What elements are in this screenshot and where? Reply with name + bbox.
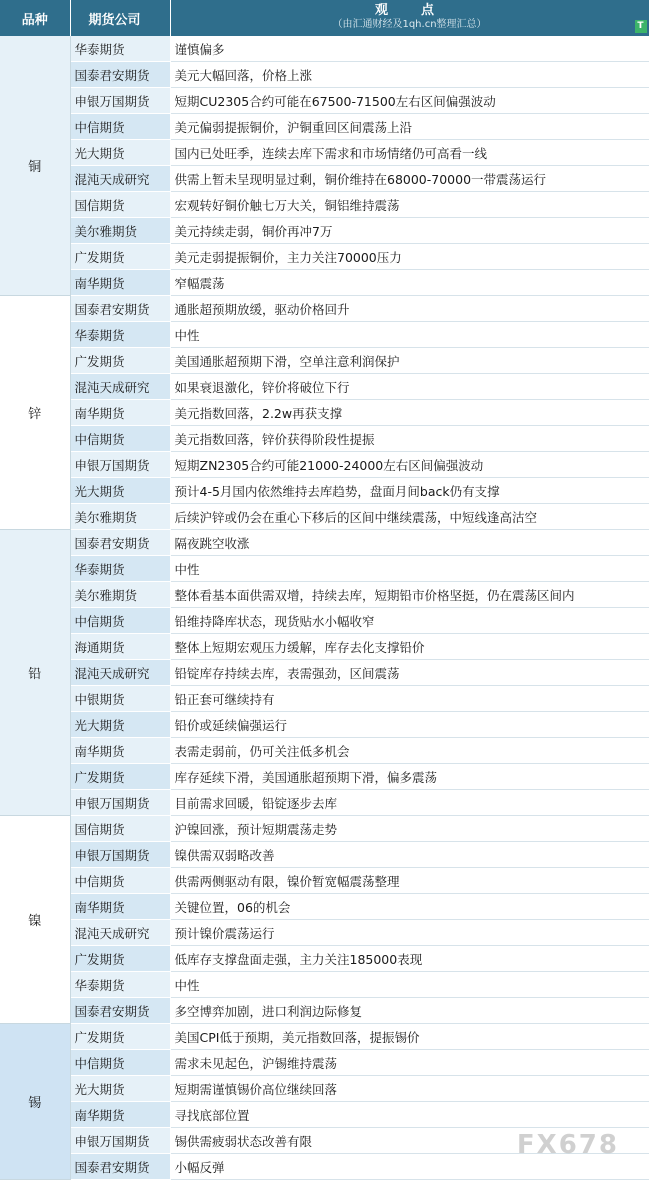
- view-cell: 锡供需疲弱状态改善有限: [170, 1128, 649, 1154]
- company-cell: 华泰期货: [70, 36, 170, 62]
- view-cell: 多空博弈加剧，进口利润边际修复: [170, 998, 649, 1024]
- table-row: [0, 842, 649, 868]
- table-row: [0, 114, 649, 140]
- table-row: [0, 296, 649, 322]
- view-cell: 表需走弱前，仍可关注低多机会: [170, 738, 649, 764]
- company-cell: 申银万国期货: [70, 842, 170, 868]
- view-cell: 预计4-5月国内依然维持去库趋势，盘面月间back仍有支撑: [170, 478, 649, 504]
- company-cell: 混沌天成研究: [70, 374, 170, 400]
- table-row: [0, 738, 649, 764]
- company-cell: 光大期货: [70, 712, 170, 738]
- company-cell: 国泰君安期货: [70, 530, 170, 556]
- view-cell: 中性: [170, 972, 649, 998]
- table-row: [0, 816, 649, 842]
- company-cell: 华泰期货: [70, 972, 170, 998]
- table-row: [0, 62, 649, 88]
- view-cell: 镍供需双弱略改善: [170, 842, 649, 868]
- company-cell: 中信期货: [70, 114, 170, 140]
- company-cell: 华泰期货: [70, 322, 170, 348]
- header-company: 期货公司: [70, 0, 170, 36]
- view-cell: 美元指数回落，2.2w再获支撑: [170, 400, 649, 426]
- table-row: [0, 998, 649, 1024]
- category-cell: 锌: [0, 296, 70, 530]
- company-cell: 申银万国期货: [70, 88, 170, 114]
- table-row: [0, 686, 649, 712]
- view-cell: 隔夜跳空收涨: [170, 530, 649, 556]
- view-cell: 美元走弱提振铜价，主力关注70000压力: [170, 244, 649, 270]
- category-cell: 镍: [0, 816, 70, 1024]
- header-category: 品种: [0, 0, 70, 36]
- table-row: [0, 764, 649, 790]
- table-row: [0, 530, 649, 556]
- table-row: [0, 894, 649, 920]
- view-cell: 短期CU2305合约可能在67500-71500左右区间偏强波动: [170, 88, 649, 114]
- company-cell: 申银万国期货: [70, 790, 170, 816]
- view-cell: 宏观转好铜价触七万大关，铜铝维持震荡: [170, 192, 649, 218]
- company-cell: 华泰期货: [70, 556, 170, 582]
- company-cell: 申银万国期货: [70, 452, 170, 478]
- company-cell: 申银万国期货: [70, 1128, 170, 1154]
- view-cell: 中性: [170, 322, 649, 348]
- view-cell: 窄幅震荡: [170, 270, 649, 296]
- view-cell: 如果衰退激化，锌价将破位下行: [170, 374, 649, 400]
- company-cell: 光大期货: [70, 140, 170, 166]
- view-cell: 美元指数回落，锌价获得阶段性提振: [170, 426, 649, 452]
- group-3: [0, 816, 649, 1024]
- view-cell: 铅维持降库状态，现货贴水小幅收窄: [170, 608, 649, 634]
- company-cell: 国信期货: [70, 816, 170, 842]
- view-cell: 美国CPI低于预期，美元指数回落，提振锡价: [170, 1024, 649, 1050]
- view-cell: 后续沪锌或仍会在重心下移后的区间中继续震荡，中短线逢高沽空: [170, 504, 649, 530]
- company-cell: 中信期货: [70, 608, 170, 634]
- view-cell: 铅正套可继续持有: [170, 686, 649, 712]
- table-row: [0, 452, 649, 478]
- view-cell: 低库存支撑盘面走强，主力关注185000表现: [170, 946, 649, 972]
- table-row: [0, 790, 649, 816]
- table-row: [0, 868, 649, 894]
- company-cell: 国泰君安期货: [70, 1154, 170, 1180]
- view-cell: 美元大幅回落，价格上涨: [170, 62, 649, 88]
- company-cell: 光大期货: [70, 1076, 170, 1102]
- company-cell: 混沌天成研究: [70, 920, 170, 946]
- company-cell: 广发期货: [70, 946, 170, 972]
- view-cell: 库存延续下滑，美国通胀超预期下滑，偏多震荡: [170, 764, 649, 790]
- view-cell: 中性: [170, 556, 649, 582]
- category-cell: 铅: [0, 530, 70, 816]
- table-row: [0, 192, 649, 218]
- table-row: [0, 270, 649, 296]
- company-cell: 国泰君安期货: [70, 62, 170, 88]
- header-row: [0, 0, 649, 36]
- group-2: [0, 530, 649, 816]
- table-row: [0, 582, 649, 608]
- company-cell: 中信期货: [70, 1050, 170, 1076]
- view-cell: 短期需谨慎锡价高位继续回落: [170, 1076, 649, 1102]
- table-row: [0, 504, 649, 530]
- category-cell: 铜: [0, 36, 70, 296]
- table-row: [0, 556, 649, 582]
- view-cell: 整体看基本面供需双增，持续去库，短期铅市价格坚挺，仍在震荡区间内: [170, 582, 649, 608]
- company-cell: 南华期货: [70, 400, 170, 426]
- view-cell: 预计镍价震荡运行: [170, 920, 649, 946]
- company-cell: 南华期货: [70, 738, 170, 764]
- company-cell: 美尔雅期货: [70, 504, 170, 530]
- watermark-logo: FX678: [516, 1130, 619, 1160]
- view-cell: 关键位置，06的机会: [170, 894, 649, 920]
- view-cell: 供需上暂未呈现明显过剩，铜价维持在68000-70000一带震荡运行: [170, 166, 649, 192]
- view-cell: 国内已处旺季，连续去库下需求和市场情绪仍可高看一线: [170, 140, 649, 166]
- company-cell: 中信期货: [70, 868, 170, 894]
- table-row: [0, 166, 649, 192]
- table-row: [0, 478, 649, 504]
- header-view: [170, 0, 649, 36]
- company-cell: 美尔雅期货: [70, 582, 170, 608]
- table-row: [0, 140, 649, 166]
- table-row: [0, 88, 649, 114]
- table-row: [0, 348, 649, 374]
- view-cell: 短期ZN2305合约可能21000-24000左右区间偏强波动: [170, 452, 649, 478]
- company-cell: 混沌天成研究: [70, 166, 170, 192]
- filter-t-icon[interactable]: T: [635, 20, 647, 33]
- table-row: [0, 946, 649, 972]
- company-cell: 国泰君安期货: [70, 998, 170, 1024]
- company-cell: 国泰君安期货: [70, 296, 170, 322]
- table-row: [0, 608, 649, 634]
- table-row: [0, 36, 649, 62]
- company-cell: 广发期货: [70, 764, 170, 790]
- company-cell: 南华期货: [70, 1102, 170, 1128]
- table-row: [0, 400, 649, 426]
- table-row: [0, 634, 649, 660]
- table-row: [0, 1050, 649, 1076]
- group-1: [0, 296, 649, 530]
- table-row: [0, 920, 649, 946]
- company-cell: 海通期货: [70, 634, 170, 660]
- view-cell: 通胀超预期放缓，驱动价格回升: [170, 296, 649, 322]
- view-cell: 沪镍回涨，预计短期震荡走势: [170, 816, 649, 842]
- group-0: [0, 36, 649, 296]
- company-cell: 南华期货: [70, 894, 170, 920]
- company-cell: 中银期货: [70, 686, 170, 712]
- view-cell: 寻找底部位置: [170, 1102, 649, 1128]
- company-cell: 国信期货: [70, 192, 170, 218]
- table-row: [0, 426, 649, 452]
- category-cell: 锡: [0, 1024, 70, 1180]
- view-cell: 铅锭库存持续去库，表需强劲，区间震荡: [170, 660, 649, 686]
- view-cell: 美国通胀超预期下滑，空单注意利润保护: [170, 348, 649, 374]
- table-row: [0, 660, 649, 686]
- company-cell: 混沌天成研究: [70, 660, 170, 686]
- view-cell: 铅价或延续偏强运行: [170, 712, 649, 738]
- view-cell: 供需两侧驱动有限，镍价暂宽幅震荡整理: [170, 868, 649, 894]
- company-cell: 美尔雅期货: [70, 218, 170, 244]
- view-cell: 谨慎偏多: [170, 36, 649, 62]
- view-cell: 整体上短期宏观压力缓解，库存去化支撑铅价: [170, 634, 649, 660]
- table-row: [0, 1024, 649, 1050]
- table-row: [0, 712, 649, 738]
- view-cell: 小幅反弹: [170, 1154, 649, 1180]
- company-cell: 南华期货: [70, 270, 170, 296]
- table-row: [0, 972, 649, 998]
- table-row: [0, 322, 649, 348]
- header-view-title: 观 点: [374, 3, 444, 18]
- company-cell: 广发期货: [70, 244, 170, 270]
- company-cell: 广发期货: [70, 348, 170, 374]
- view-cell: 美元持续走弱，铜价再冲7万: [170, 218, 649, 244]
- view-cell: 目前需求回暖，铅锭逐步去库: [170, 790, 649, 816]
- header-view-subtitle: （由汇通财经及1qh.cn整理汇总）: [332, 19, 487, 30]
- table-row: [0, 374, 649, 400]
- table-row: [0, 1102, 649, 1128]
- table-row: [0, 1076, 649, 1102]
- view-cell: 需求未见起色，沪锡维持震荡: [170, 1050, 649, 1076]
- company-cell: 光大期货: [70, 478, 170, 504]
- table-row: [0, 218, 649, 244]
- view-cell: 美元偏弱提振铜价，沪铜重回区间震荡上沿: [170, 114, 649, 140]
- company-cell: 广发期货: [70, 1024, 170, 1050]
- company-cell: 中信期货: [70, 426, 170, 452]
- table-row: [0, 244, 649, 270]
